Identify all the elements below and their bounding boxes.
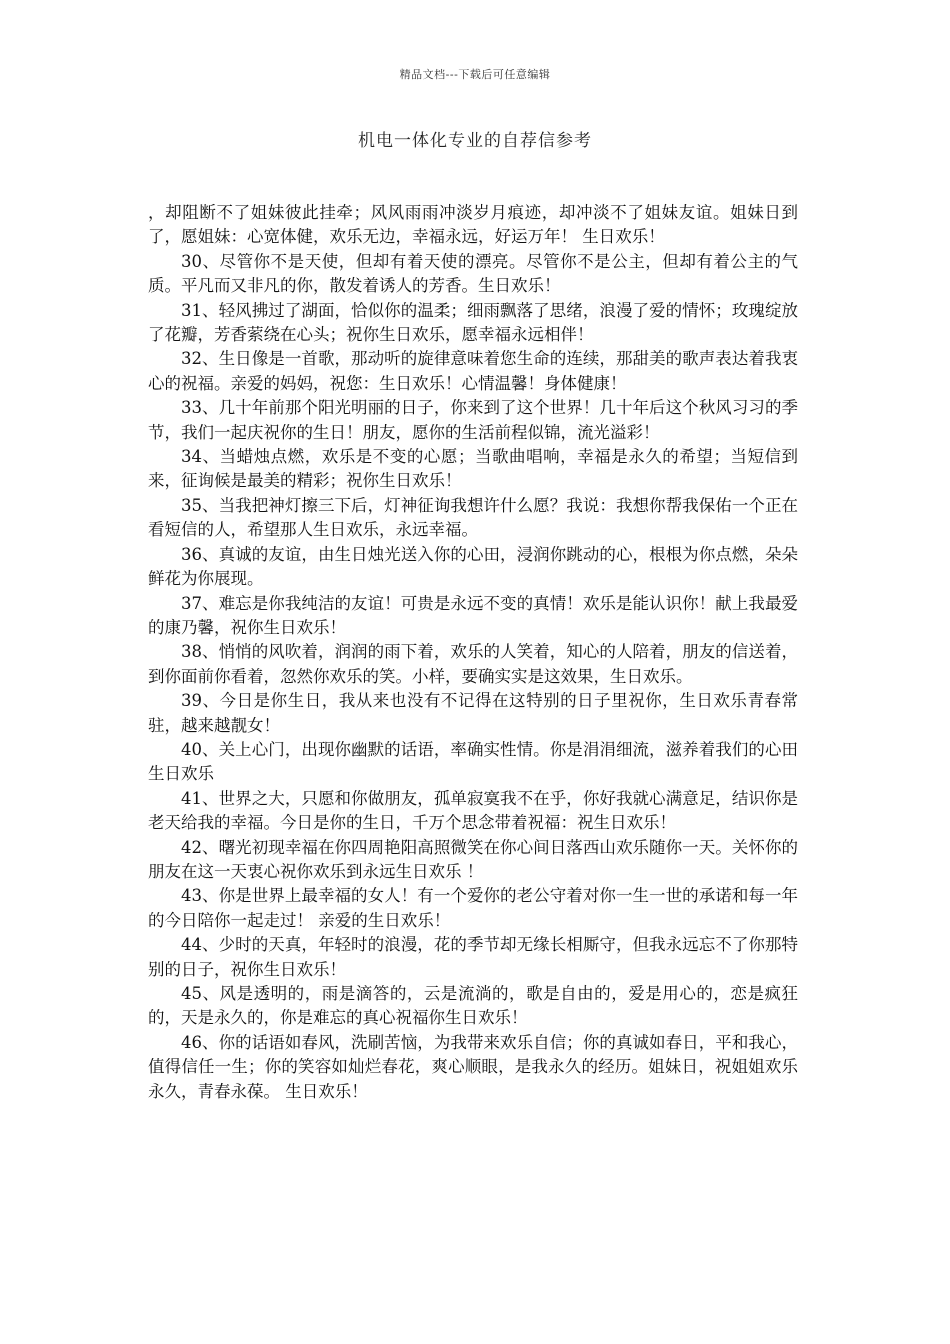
paragraph: 31、轻风拂过了湖面，恰似你的温柔；细雨飘落了思绪，浪漫了爱的情怀；玫瑰绽放了花瓣，芳香萦绕在心头；祝你生日欢乐，愿幸福永远相伴！ bbox=[148, 300, 798, 345]
paragraph: 32、生日像是一首歌，那动听的旋律意味着您生命的连续，那甜美的歌声表达着我衷心的祝福。亲爱的妈妈，祝您：生日欢乐！心情温馨！身体健康！ bbox=[148, 349, 798, 393]
paragraph: 33、几十年前那个阳光明丽的日子，你来到了这个世界！几十年后这个秋风习习的季节，我们一起庆祝你的生日！朋友，愿你的生活前程似锦，流光溢彩！ bbox=[148, 398, 798, 442]
paragraph: 40、关上心门，出现你幽默的话语，率确实性情。你是涓涓细流，滋养着我们的心田生日欢乐 bbox=[148, 739, 798, 784]
paragraph: 35、当我把神灯擦三下后，灯神征询我想许什么愿？我说：我想你帮我保佑一个正在看短信的人，希望那人生日欢乐，永远幸福。 bbox=[148, 495, 798, 540]
paragraph: 30、尽管你不是天使，但却有着天使的漂亮。尽管你不是公主，但却有着公主的气质。平凡而又非凡的你，散发着诱人的芳香。生日欢乐！ bbox=[148, 251, 798, 296]
paragraph: 46、你的话语如春风，洗刷苦恼，为我带来欢乐自信；你的真诚如春日，平和我心，值得信任一生；你的笑容如灿烂春花，爽心顺眼，是我永久的经历。姐妹日，祝姐姐欢乐永久，青春永葆。 生日欢乐！ bbox=[148, 1032, 798, 1101]
paragraph: 42、曙光初现幸福在你四周艳阳高照微笑在你心间日落西山欢乐随你一天。关怀你的朋友在这一天衷心祝你欢乐到永远生日欢乐 ！ bbox=[148, 837, 798, 881]
page-header-note: 精品文档---下载后可任意编辑 bbox=[399, 68, 551, 81]
paragraph: 37、难忘是你我纯洁的友谊！可贵是永远不变的真情！欢乐是能认识你！献上我最爱的康乃馨，祝你生日欢乐！ bbox=[148, 593, 798, 637]
paragraph: 34、当蜡烛点燃，欢乐是不变的心愿；当歌曲唱响，幸福是永久的希望；当短信到来，征询候是最美的精彩；祝你生日欢乐！ bbox=[148, 447, 798, 491]
paragraph: ，却阻断不了姐妹彼此挂牵；风风雨雨冲淡岁月痕迹，却冲淡不了姐妹友谊。姐妹日到了，愿姐妹：心宽体健，欢乐无边，幸福永远，好运万年！ 生日欢乐！ bbox=[148, 203, 798, 247]
document-body bbox=[148, 201, 798, 1104]
paragraph: 43、你是世界上最幸福的女人！有一个爱你的老公守着对你一生一世的承诺和每一年的今日陪你一起走过！ 亲爱的生日欢乐！ bbox=[148, 886, 798, 930]
paragraph: 41、世界之大，只愿和你做朋友，孤单寂寞我不在乎，你好我就心满意足，结识你是老天给我的幸福。今日是你的生日，千万个思念带着祝福：祝生日欢乐！ bbox=[148, 788, 798, 833]
paragraph: 44、少时的天真，年轻时的浪漫，花的季节却无缘长相厮守，但我永远忘不了你那特别的日子，祝你生日欢乐！ bbox=[148, 935, 798, 979]
paragraph: 39、今日是你生日，我从来也没有不记得在这特别的日子里祝你，生日欢乐青春常驻，越来越靓女！ bbox=[148, 691, 798, 735]
paragraph: 36、真诚的友谊，由生日烛光送入你的心田，浸润你跳动的心，根根为你点燃，朵朵鲜花为你展现。 bbox=[148, 544, 798, 589]
paragraph: 38、悄悄的风吹着，润润的雨下着，欢乐的人笑着，知心的人陪着，朋友的信送着，到你面前你看着，忽然你欢乐的笑。小样，要确实实是这效果，生日欢乐。 bbox=[148, 642, 798, 686]
paragraph: 45、风是透明的，雨是滴答的，云是流淌的，歌是自由的，爱是用心的，恋是疯狂的，天是永久的，你是难忘的真心祝福你生日欢乐！ bbox=[148, 984, 798, 1028]
document-title: 机电一体化专业的自荐信参考 bbox=[358, 131, 592, 151]
